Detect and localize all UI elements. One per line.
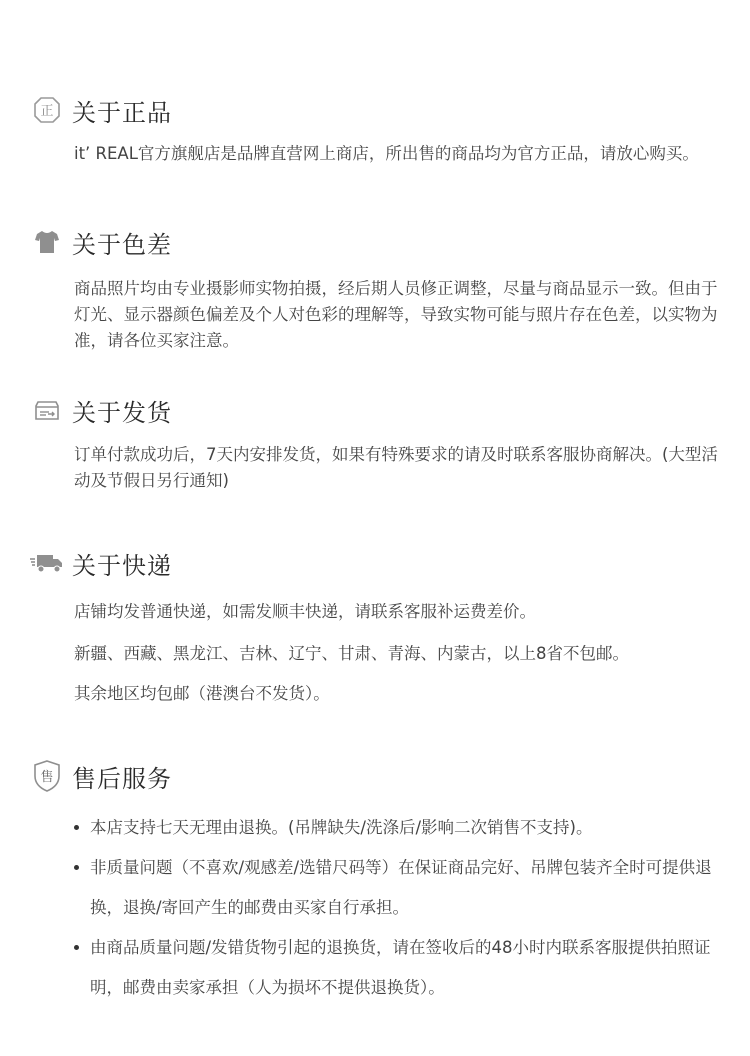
aftersale-bullet-text: 由商品质量问题/发错货物引起的退换货，请在签收后的48小时内联系客服提供拍照证明，邮费由卖家承担（人为损坏不提供退换货）。 bbox=[90, 938, 711, 997]
tshirt-icon bbox=[30, 225, 64, 259]
section-header-color bbox=[30, 224, 172, 260]
aftersale-bullet bbox=[74, 848, 724, 928]
delivery-truck-icon bbox=[30, 546, 64, 580]
svg-text:正: 正 bbox=[40, 104, 54, 119]
section-header-authentic bbox=[30, 92, 172, 128]
section-header-shipping bbox=[30, 392, 172, 428]
aftersale-shield-icon bbox=[30, 759, 64, 793]
express-line: 其余地区均包邮（港澳台不发货）。 bbox=[74, 684, 330, 703]
shipping-text: 订单付款成功后，7天内安排发货，如果有特殊要求的请及时联系客服协商解决。(大型活动及节假日另行通知) bbox=[74, 445, 718, 490]
bullet-dot-icon bbox=[74, 945, 79, 950]
shipping-box-icon bbox=[30, 393, 64, 427]
section-header-aftersale bbox=[30, 758, 172, 794]
express-line: 新疆、西藏、黑龙江、吉林、辽宁、甘肃、青海、内蒙古，以上8省不包邮。 bbox=[74, 644, 629, 663]
svg-text:售: 售 bbox=[40, 770, 54, 785]
section-title-shipping: 关于发货 bbox=[72, 398, 172, 427]
aftersale-bullet-text: 非质量问题（不喜欢/观感差/选错尺码等）在保证商品完好、吊牌包装齐全时可提供退换，退换/寄回产生的邮费由买家自行承担。 bbox=[90, 858, 712, 917]
section-title-color: 关于色差 bbox=[72, 230, 172, 259]
section-title-express: 关于快递 bbox=[72, 551, 172, 580]
color-text: 商品照片均由专业摄影师实物拍摄，经后期人员修正调整，尽量与商品显示一致。但由于灯光、显示器颜色偏差及个人对色彩的理解等，导致实物可能与照片存在色差，以实物为准，请各位买家注意。 bbox=[74, 279, 718, 350]
express-line: 店铺均发普通快递，如需发顺丰快递，请联系客服补运费差价。 bbox=[74, 602, 536, 621]
aftersale-bullet-text: 本店支持七天无理由退换。(吊牌缺失/洗涤后/影响二次销售不支持)。 bbox=[90, 818, 593, 837]
section-title-authentic: 关于正品 bbox=[72, 98, 172, 127]
section-header-express bbox=[30, 545, 172, 581]
section-title-aftersale: 售后服务 bbox=[72, 764, 172, 793]
bullet-dot-icon bbox=[74, 825, 79, 830]
aftersale-bullet bbox=[74, 928, 724, 1008]
authentic-badge-icon bbox=[30, 93, 64, 127]
aftersale-bullet bbox=[74, 808, 724, 848]
authentic-text: it’ REAL官方旗舰店是品牌直营网上商店，所出售的商品均为官方正品，请放心购买。 bbox=[74, 144, 699, 163]
bullet-dot-icon bbox=[74, 865, 79, 870]
